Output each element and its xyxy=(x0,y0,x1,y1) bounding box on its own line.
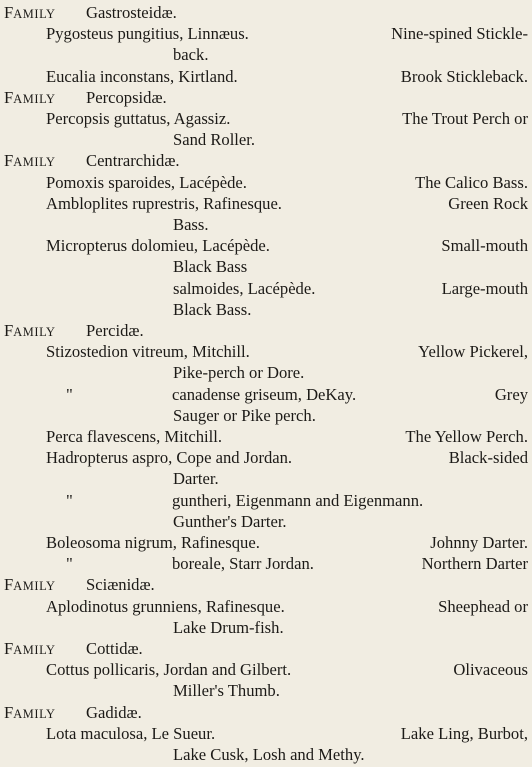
species-line xyxy=(0,108,528,129)
family-heading xyxy=(0,87,528,108)
family-label: FAMILY xyxy=(4,639,56,658)
scientific-name: Micropterus dolomieu, Lacépède. xyxy=(46,236,270,256)
family-heading xyxy=(0,150,528,171)
species-continuation xyxy=(0,299,528,320)
family-heading xyxy=(0,574,528,595)
species-line xyxy=(0,23,528,44)
family-heading xyxy=(0,2,528,23)
common-name: Northern Darter xyxy=(421,554,528,574)
ditto-mark: " xyxy=(66,490,73,510)
family-label: FAMILY xyxy=(4,151,56,171)
species-line xyxy=(0,659,528,680)
continued-text: Miller's Thumb. xyxy=(173,681,280,701)
species-continuation xyxy=(0,405,528,426)
species-continuation xyxy=(0,490,528,511)
common-name: Yellow Pickerel, xyxy=(418,342,528,362)
continued-text: canadense griseum, DeKay. xyxy=(172,384,357,404)
common-name: The Calico Bass. xyxy=(415,172,528,192)
common-name: Large-mouth xyxy=(441,278,528,298)
common-name: Lake Ling, Burbot, xyxy=(400,723,528,743)
common-name: Nine-spined Stickle- xyxy=(391,24,528,44)
species-line xyxy=(0,341,528,362)
family-name: Percopsidæ. xyxy=(86,87,167,107)
species-continuation xyxy=(0,129,528,150)
species-line xyxy=(0,447,528,468)
common-name: Sheephead or xyxy=(438,596,528,616)
species-continuation xyxy=(0,362,528,383)
continued-text: back. xyxy=(173,45,209,65)
common-name: Johnny Darter. xyxy=(430,533,528,552)
species-continuation xyxy=(0,278,528,299)
species-continuation xyxy=(0,44,528,65)
scientific-name: Eucalia inconstans, Kirtland. xyxy=(46,66,238,86)
scientific-name: Percopsis guttatus, Agassiz. xyxy=(46,109,231,128)
species-line xyxy=(0,723,528,744)
species-continuation xyxy=(0,744,528,765)
ditto-mark: " xyxy=(66,554,73,574)
continued-text: guntheri, Eigenmann and Eigenmann. xyxy=(172,490,424,510)
continued-text: boreale, Starr Jordan. xyxy=(172,554,314,574)
species-line xyxy=(0,596,528,617)
species-line xyxy=(0,532,528,553)
species-line xyxy=(0,66,528,87)
family-name: Cottidæ. xyxy=(86,639,143,658)
family-label: FAMILY xyxy=(4,575,56,595)
scientific-name: Stizostedion vitreum, Mitchill. xyxy=(46,342,250,362)
scientific-name: Cottus pollicaris, Jordan and Gilbert. xyxy=(46,660,292,680)
common-name: The Yellow Perch. xyxy=(405,427,528,446)
scientific-name: Pygosteus pungitius, Linnæus. xyxy=(46,24,249,44)
scientific-name: Ambloplites ruprestris, Rafinesque. xyxy=(46,193,282,213)
species-continuation xyxy=(0,680,528,701)
continued-text: Darter. xyxy=(173,469,219,489)
species-line xyxy=(0,235,528,256)
common-name: Green Rock xyxy=(448,193,528,213)
continued-text: Pike-perch or Dore. xyxy=(173,363,305,383)
species-line xyxy=(0,193,528,214)
species-continuation xyxy=(0,256,528,277)
continued-text: Sauger or Pike perch. xyxy=(173,405,316,425)
continued-text: Lake Cusk, Losh and Methy. xyxy=(173,745,365,764)
species-continuation xyxy=(0,214,528,235)
common-name: The Trout Perch or xyxy=(402,109,528,128)
family-heading xyxy=(0,702,528,723)
common-name: Brook Stickleback. xyxy=(400,66,528,86)
family-name: Gadidæ. xyxy=(86,702,142,722)
family-name: Sciænidæ. xyxy=(86,575,155,595)
species-continuation xyxy=(0,617,528,638)
scientific-name: Pomoxis sparoides, Lacépède. xyxy=(46,172,247,192)
species-continuation xyxy=(0,384,528,405)
family-heading xyxy=(0,320,528,341)
family-heading xyxy=(0,638,528,659)
species-continuation xyxy=(0,511,528,532)
scientific-name: Aplodinotus grunniens, Rafinesque. xyxy=(46,596,285,616)
common-name: Olivaceous xyxy=(453,660,528,680)
ditto-mark: " xyxy=(66,384,73,404)
common-name: Black-sided xyxy=(448,448,528,468)
continued-text: Sand Roller. xyxy=(173,130,256,150)
scientific-name: Hadropterus aspro, Cope and Jordan. xyxy=(46,448,293,468)
scientific-name: Perca flavescens, Mitchill. xyxy=(46,427,223,446)
family-label: FAMILY xyxy=(4,87,56,107)
family-label: FAMILY xyxy=(4,702,56,722)
common-name: Small-mouth xyxy=(441,236,528,256)
species-line xyxy=(0,426,528,447)
family-name: Percidæ. xyxy=(86,321,144,340)
family-name: Centrarchidæ. xyxy=(86,151,180,171)
continued-text: Gunther's Darter. xyxy=(173,511,287,531)
continued-text: salmoides, Lacépède. xyxy=(173,278,316,298)
family-name: Gastrosteidæ. xyxy=(86,3,177,22)
species-line xyxy=(0,172,528,193)
species-continuation xyxy=(0,553,528,574)
family-label: FAMILY xyxy=(4,3,56,22)
continued-text: Black Bass. xyxy=(173,299,252,319)
common-name: Grey xyxy=(494,384,528,404)
continued-text: Black Bass xyxy=(173,257,248,277)
species-continuation xyxy=(0,468,528,489)
scientific-name: Boleosoma nigrum, Rafinesque. xyxy=(46,533,260,552)
continued-text: Bass. xyxy=(173,215,209,234)
continued-text: Lake Drum-fish. xyxy=(173,617,284,637)
scientific-name: Lota maculosa, Le Sueur. xyxy=(46,723,216,743)
family-label: FAMILY xyxy=(4,321,56,340)
